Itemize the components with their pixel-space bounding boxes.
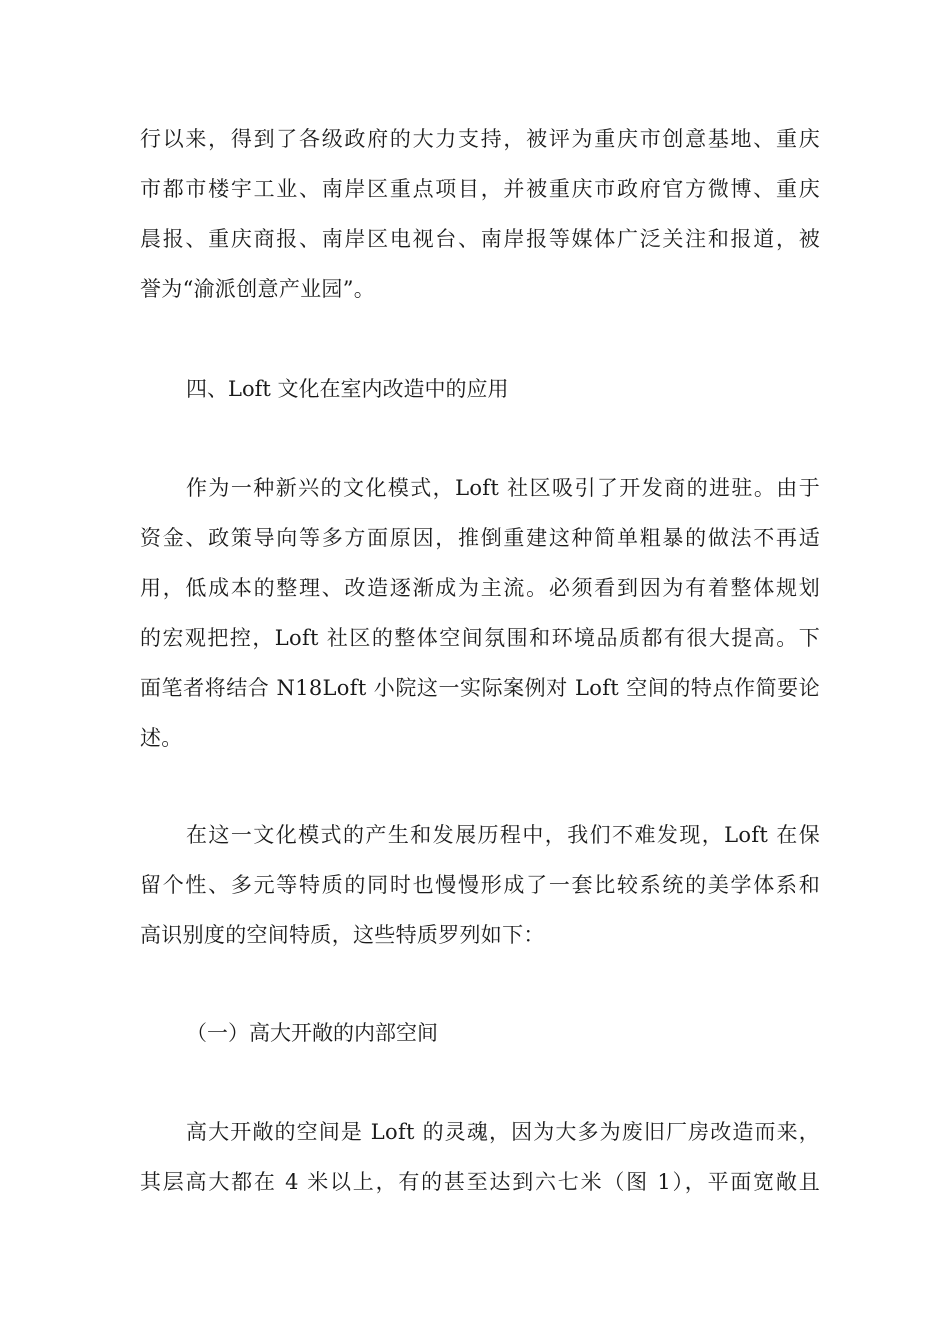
subheading-1: （一）高大开敞的内部空间 <box>186 1021 438 1045</box>
paragraph-4 <box>140 1107 820 1207</box>
section-heading-4: 四、Loft 文化在室内改造中的应用 <box>186 377 509 401</box>
paragraph-line: 高识别度的空间特质，这些特质罗列如下： <box>140 923 545 947</box>
paragraph-line: 作为一种新兴的文化模式，Loft 社区吸引了开发商的进驻。由于 <box>186 476 820 500</box>
paragraph-line: 用，低成本的整理、改造逐渐成为主流。必须看到因为有着整体规划 <box>140 576 820 600</box>
paragraph-3 <box>140 810 820 960</box>
paragraph-line: 高大开敞的空间是 Loft 的灵魂，因为大多为废旧厂房改造而来， <box>186 1120 820 1144</box>
paragraph-line: 其层高大都在 4 米以上，有的甚至达到六七米（图 1），平面宽敞且 <box>140 1170 820 1194</box>
paragraph-line: 的宏观把控，Loft 社区的整体空间氛围和环境品质都有很大提高。下 <box>140 626 820 650</box>
paragraph-line: 晨报、重庆商报、南岸区电视台、南岸报等媒体广泛关注和报道，被 <box>140 227 820 251</box>
paragraph-line: 誉为“渝派创意产业园”。 <box>140 277 376 301</box>
paragraph-line: 面笔者将结合 N18Loft 小院这一实际案例对 Loft 空间的特点作简要论 <box>140 676 820 700</box>
paragraph-line: 行以来，得到了各级政府的大力支持，被评为重庆市创意基地、重庆 <box>140 127 820 151</box>
paragraph-2 <box>140 463 820 763</box>
paragraph-line: 留个性、多元等特质的同时也慢慢形成了一套比较系统的美学体系和 <box>140 873 820 897</box>
paragraph-line: 述。 <box>140 726 183 750</box>
paragraph-line: 资金、政策导向等多方面原因，推倒重建这种简单粗暴的做法不再适 <box>140 526 820 550</box>
paragraph-line: 市都市楼宇工业、南岸区重点项目，并被重庆市政府官方微博、重庆 <box>140 177 820 201</box>
paragraph-1 <box>140 114 820 314</box>
paragraph-line: 在这一文化模式的产生和发展历程中，我们不难发现，Loft 在保 <box>186 823 820 847</box>
